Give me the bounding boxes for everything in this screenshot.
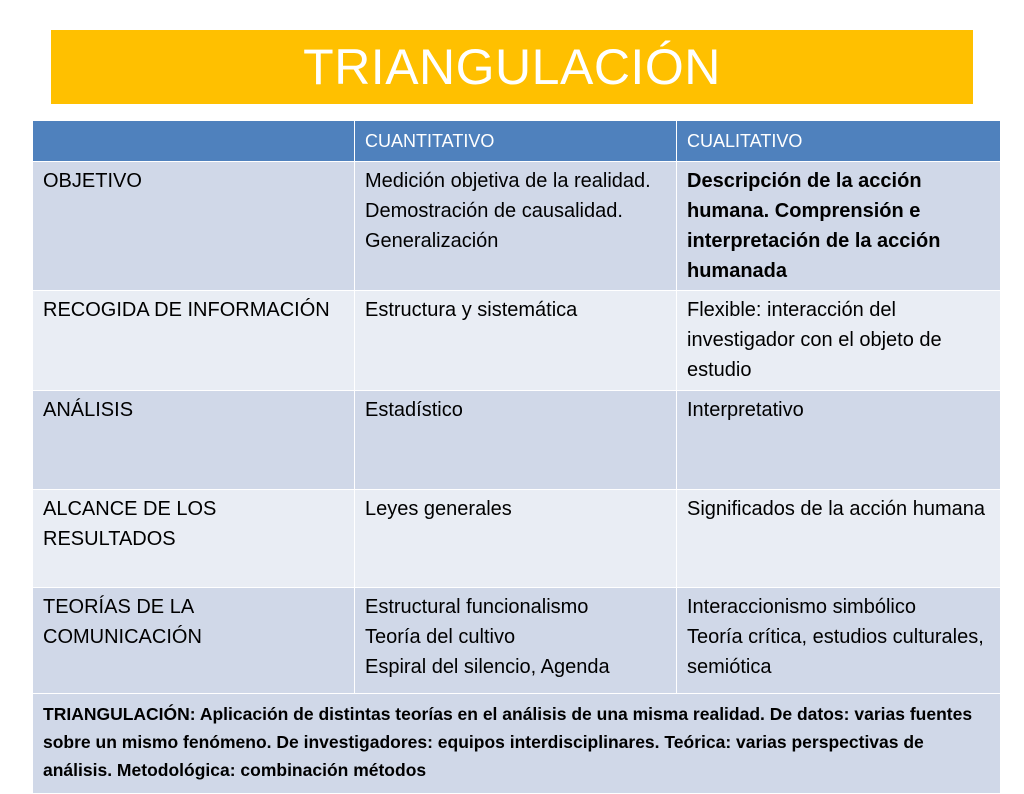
cuantitativo-line: Espiral del silencio, Agenda <box>365 656 610 678</box>
row-label: RECOGIDA DE INFORMACIÓN <box>33 291 355 391</box>
row-label: OBJETIVO <box>33 162 355 291</box>
table-header-row <box>33 121 1001 162</box>
cuantitativo-cell: Estadístico <box>355 391 677 490</box>
slide-title: TRIANGULACIÓN <box>303 39 721 95</box>
header-cell-empty <box>33 121 355 162</box>
cualitativo-line: Teoría crítica, estudios culturales, semiótica <box>687 626 984 678</box>
table-row <box>33 162 1001 291</box>
cuantitativo-cell: Leyes generales <box>355 490 677 588</box>
header-cell-cualitativo: CUALITATIVO <box>677 121 1001 162</box>
cualitativo-cell <box>677 588 1001 694</box>
table-row <box>33 391 1001 490</box>
table-row <box>33 291 1001 391</box>
table-row <box>33 490 1001 588</box>
comparison-table <box>32 120 1001 794</box>
triangulacion-definition: TRIANGULACIÓN: Aplicación de distintas teorías en el análisis de una misma realidad. De datos: varias fuentes sobre un mismo fenómeno. De investigadores: equipos interdisciplinares. Teórica: varias perspectivas de análisis. Metodológica: combinación métodos <box>33 694 1001 794</box>
cuantitativo-line: Teoría del cultivo <box>365 626 516 648</box>
table-row <box>33 588 1001 694</box>
cualitativo-cell: Significados de la acción humana <box>677 490 1001 588</box>
cualitativo-cell: Flexible: interacción del investigador con el objeto de estudio <box>677 291 1001 391</box>
row-label: ALCANCE DE LOS RESULTADOS <box>33 490 355 588</box>
title-bar <box>51 30 973 104</box>
cuantitativo-cell <box>355 588 677 694</box>
row-label: ANÁLISIS <box>33 391 355 490</box>
row-label: TEORÍAS DE LA COMUNICACIÓN <box>33 588 355 694</box>
cualitativo-line: Interaccionismo simbólico <box>687 596 916 618</box>
cuantitativo-cell: Estructura y sistemática <box>355 291 677 391</box>
cuantitativo-line: Estructural funcionalismo <box>365 596 589 618</box>
cualitativo-cell: Descripción de la acción humana. Comprensión e interpretación de la acción humanada <box>677 162 1001 291</box>
footer-row <box>33 694 1001 794</box>
header-cell-cuantitativo: CUANTITATIVO <box>355 121 677 162</box>
cuantitativo-cell: Medición objetiva de la realidad. Demostración de causalidad. Generalización <box>355 162 677 291</box>
cualitativo-cell: Interpretativo <box>677 391 1001 490</box>
